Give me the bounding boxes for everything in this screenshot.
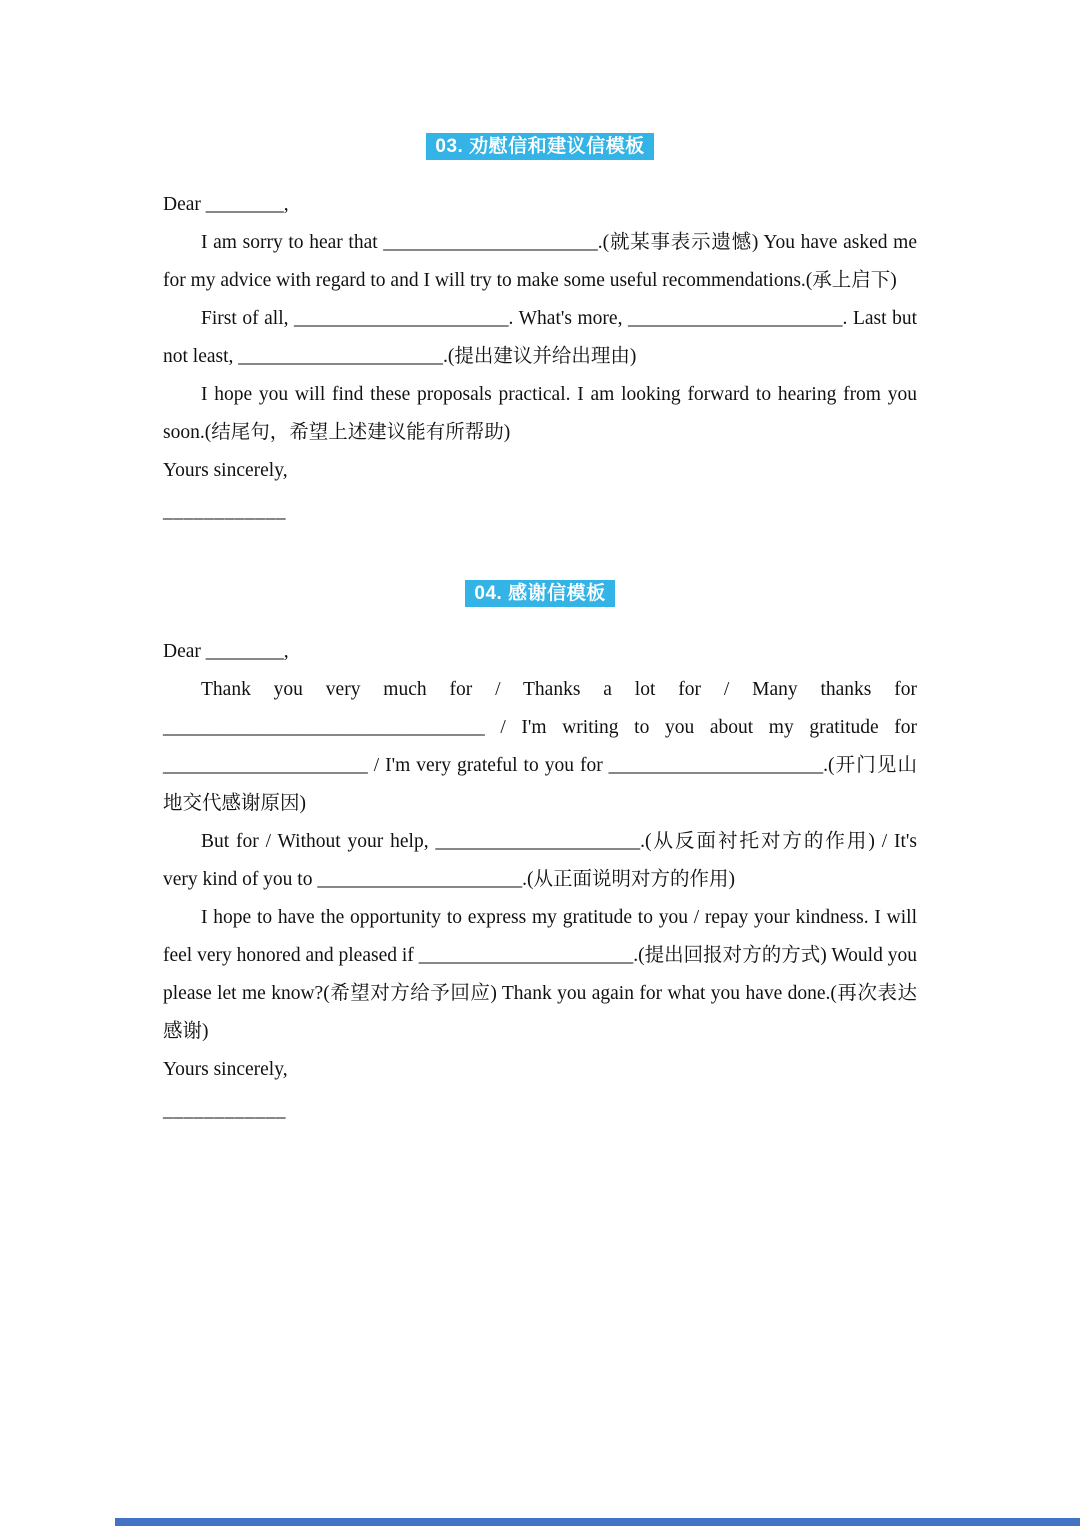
section-heading-row: [163, 128, 917, 166]
closing-line: Yours sincerely,: [163, 460, 288, 481]
closing-line: Yours sincerely,: [163, 1059, 288, 1080]
paragraph: First of all, ______________________. What's more, ______________________. Last but not least, _____________________.(提出建议并给出理由): [163, 308, 917, 367]
signature-blank: ____________: [163, 1100, 286, 1121]
section-advice-letter: [163, 128, 917, 531]
section-heading-row: [163, 575, 917, 613]
paragraph: But for / Without your help, _____________________.(从反面衬托对方的作用) / It's very kind of you to _____________________.(从正面说明对方的作用): [163, 831, 917, 890]
section-04-heading: 04. 感谢信模板: [465, 580, 614, 607]
salutation-line: Dear ________,: [163, 194, 289, 215]
salutation-line: Dear ________,: [163, 641, 289, 662]
paragraph: I hope to have the opportunity to express my gratitude to you / repay your kindness. I will feel very honored and pleased if ______________________.(提出回报对方的方式) Would you please let me know?(希望对方给予回应) Thank you again for what you have done.(再次表达感谢): [163, 907, 917, 1042]
page-footer-bar: [115, 1518, 1080, 1526]
paragraph: I hope you will find these proposals practical. I am looking forward to hearing from you soon.(结尾句，希望上述建议能有所帮助): [163, 384, 917, 443]
signature-blank: ____________: [163, 501, 286, 522]
paragraph: Thank you very much for / Thanks a lot for / Many thanks for _________________________________ / I'm writing to you about my gratitude for _____________________ / I'm very grateful to you for ______________________.(开门见山地交代感谢原因): [163, 679, 917, 814]
paragraph: I am sorry to hear that ______________________.(就某事表示遗憾) You have asked me for my advice with regard to and I will try to make some useful recommendations.(承上启下): [163, 232, 917, 291]
section-03-heading: 03. 劝慰信和建议信模板: [426, 133, 653, 160]
section-thank-you-letter: [163, 575, 917, 1130]
